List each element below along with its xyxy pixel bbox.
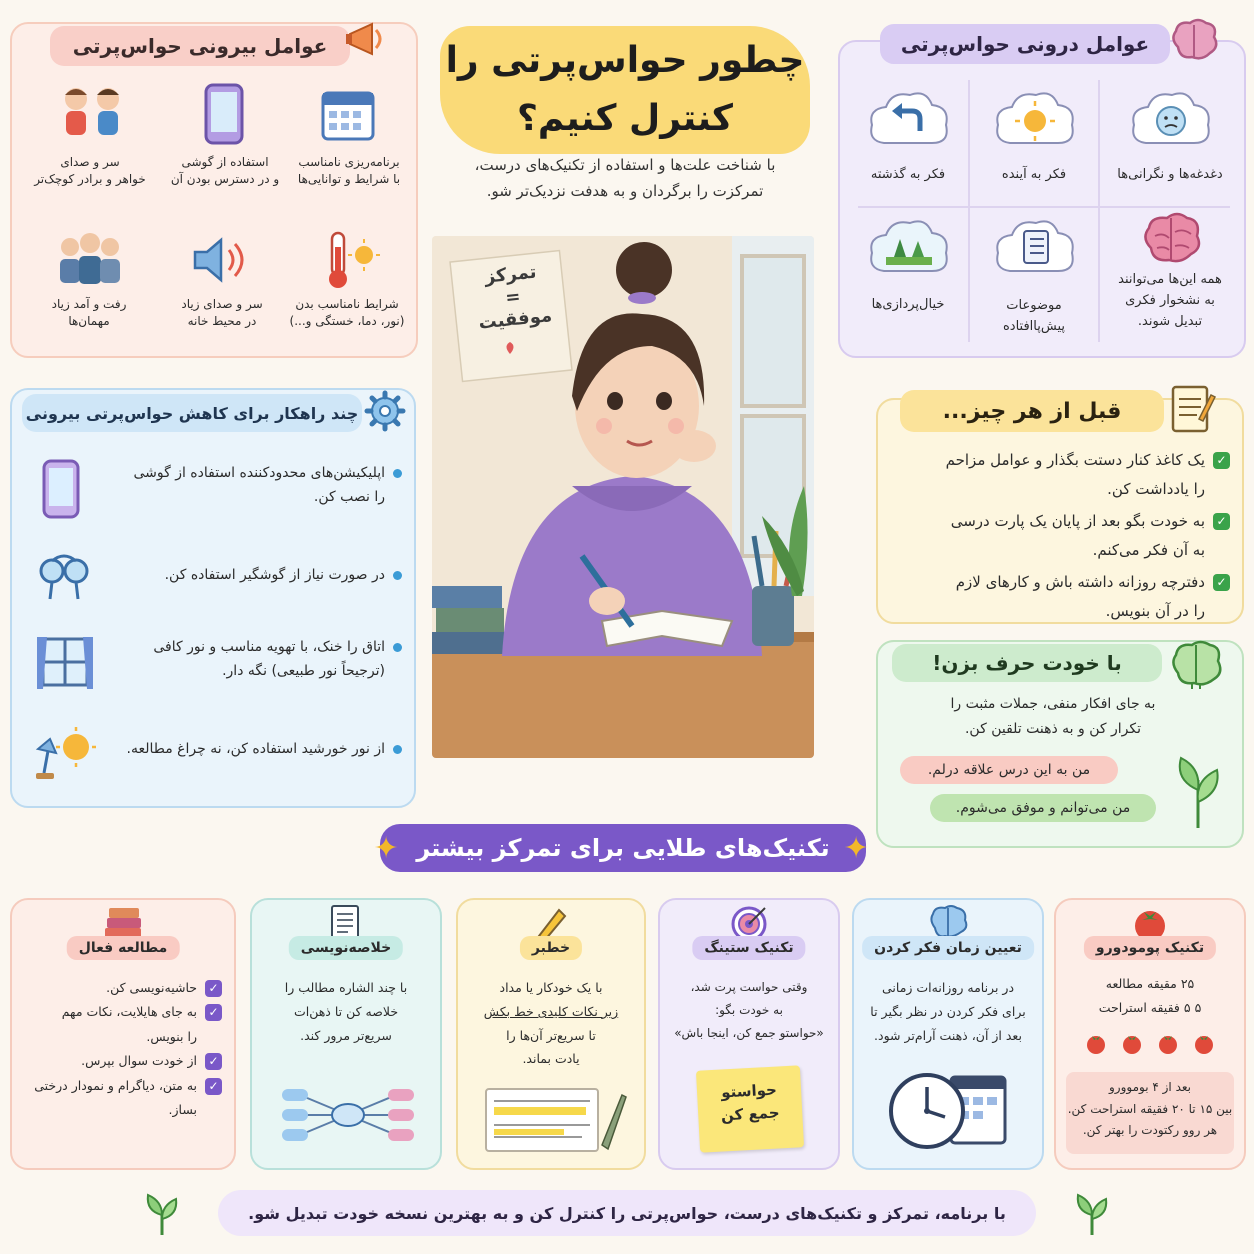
guests-icon [50,228,130,290]
external-item-guests-l2: مهمان‌ها [68,314,110,329]
notepad-icon [1164,380,1220,436]
page-title-line1: چطور حواس‌پرتی را [445,40,805,81]
clock-calendar-icon [884,1064,1014,1158]
external-item-phone [160,154,290,189]
external-item-planning-l2: با شرایط و توانایی‌ها [297,172,401,187]
external-solution-app [96,462,402,510]
external-factors-title-text: عوامل بیرونی حواس‌پرتی [72,34,328,58]
wall-note-equals: = [504,285,522,309]
external-item-phone-l1: استفاده از گوشی [181,155,269,169]
checklist-cloud-icon [990,212,1080,288]
external-item-body-l2: (نور، دما، خستگی و...) [289,314,405,329]
golden-title-text: تکنیک‌های طلایی برای تمرکز بیشتر [416,834,830,862]
external-item-body-l1: شرایط نامناسب بدن [295,297,399,311]
bullet-icon [393,469,402,478]
external-solutions-title [22,394,362,432]
technique-label-pomodoro: تکنیک پومودورو [1084,936,1216,960]
window-icon [32,632,98,694]
internal-item-trivial [970,296,1098,338]
technique-body-pomodoro: ۲۵ مقیقه مطالعه ۵ ۵ فقیقه استراحت [1098,976,1202,1015]
footer-banner [218,1190,1036,1236]
self-talk-line2: تکرار کن و به ذهنت تلقین کن. [964,720,1142,737]
external-solution-room-l2: (ترجیحاً نور طبیعی) نگه دار. [222,662,385,679]
external-factors-title [50,26,350,66]
self-talk-bubble-2: من می‌توانم و موفق می‌شوم. [930,794,1156,822]
self-talk-bubble-1: من به این درس علاقه درلم. [900,756,1118,784]
intro-line2: تمرکزت را برگردان و به هدفت نزدیک‌تر شو. [486,182,764,201]
technique-card-thinking-time [852,898,1044,1170]
before-all-title-text: قبل از هر چیز... [942,398,1122,424]
before-all-title [900,390,1164,432]
external-item-guests [24,296,154,331]
lamp-sun-icon [30,724,100,786]
internal-item-future [970,166,1098,185]
internal-item-daydream [848,296,968,315]
siblings-icon [52,82,132,146]
gear-icon [362,388,408,434]
intro-line1: با شناخت علت‌ها و استفاده از تکنیک‌های درست، [474,156,776,174]
external-solution-earplug [110,564,402,588]
sticky-note: حواستو جمع کن [696,1065,804,1152]
before-all-item-1: ✓یک کاغذ کنار دستت بگذار و عوامل مزاحم را یادداشت کن. [892,446,1230,503]
external-item-siblings [20,154,160,189]
internal-item-future-l1: فکر به آینده [1001,167,1067,182]
page-title-line2: کنترل کنیم؟ [517,97,733,139]
thermometer-sun-icon [318,228,384,292]
internal-item-rumination-l3: تبدیل شوند. [1137,313,1203,329]
wall-note-line1: تمرکز [483,261,538,288]
tomato-icon [1192,1032,1216,1054]
technique-card-summary [250,898,442,1170]
check-icon: ✓ [205,980,222,997]
page-title [440,32,810,147]
megaphone-icon [342,14,392,64]
tomato-row [1056,1032,1244,1054]
internal-item-trivial-l2: پیش‌پاافتاده [1002,318,1065,334]
technique-body-underline: با یک خودکار یا مداد زیر نکات کلیدی خط بکش تا سریع‌تر آن‌ها را یادت بماند. [483,980,619,1067]
internal-item-past-l1: فکر به گذشته [870,167,946,182]
check-icon: ✓ [205,1078,222,1095]
external-item-planning [290,154,408,189]
wall-note [457,259,569,337]
mind-map-icon [278,1080,418,1150]
before-all-list [892,446,1230,625]
self-talk-line1: به جای افکار منفی، جملات مثبت را [950,696,1156,712]
landscape-cloud-icon [864,212,954,288]
study-illustration [432,236,814,758]
phone-icon [194,82,254,146]
sparkle-icon: ✦ [373,830,399,866]
worry-face-cloud-icon [1126,84,1216,158]
internal-item-trivial-l1: موضوعات [1006,298,1062,313]
phone-lock-icon [38,458,84,520]
brain-icon [1166,14,1222,66]
internal-factors-title-text: عوامل درونی حواس‌پرتی [900,32,1150,56]
calendar-icon [318,84,378,144]
technique-card-active-reading [10,898,236,1170]
external-item-noise-l1: سر و صدای زیاد [181,297,263,311]
internal-item-daydream-l1: خیال‌پردازی‌ها [871,297,945,312]
self-talk-text [940,692,1166,741]
external-solution-app-l2: را نصب کن. [313,488,385,505]
technique-card-setting [658,898,840,1170]
external-item-noise-l2: در محیط خانه [187,314,257,329]
external-item-phone-l2: و در دسترس بودن آن [170,172,280,187]
technique-label-setting: تکنیک ستینگ [692,936,805,960]
internal-factors-title [880,24,1170,64]
before-all-item-2: ✓به خودت بگو بعد از پایان یک پارت درسی به آن فکر می‌کنم. [892,507,1230,564]
check-icon: ✓ [205,1004,222,1021]
technique-body-thinking-time: در برنامه روزانه‌ات زمانی برای فکر کردن در نظر بگیر تا بعد از آن، ذهنت آرام‌تر شود. [870,980,1026,1043]
external-solution-sunlight [100,738,402,762]
internal-item-worries-l1: دغدغه‌ها و نگرانی‌ها [1117,167,1223,182]
back-arrow-cloud-icon [864,84,954,158]
external-item-siblings-l2: خواهر و برادر کوچک‌تر [34,172,146,187]
technique-body-active-reading: ✓حاشیه‌نویسی کن. ✓به جای هایلایت، نکات مهم را بنویس. ✓از خودت سوال بپرس. ✓به متن، دیاگرام و نمودار درختی بساز. [24,976,222,1122]
technique-label-underline: خطبر [520,936,582,960]
external-item-guests-l1: رفت و آمد زیاد [51,297,127,311]
external-item-siblings-l1: سر و صدای [60,155,120,169]
before-all-item-3: ✓دفترچه روزانه داشته باش و کارهای لازم را در آن بنویس. [892,568,1230,625]
external-solution-room-l1: اتاق را خنک، با تهویه مناسب و نور کافی [100,636,402,660]
check-icon: ✓ [1213,574,1230,591]
technique-label-active-reading: مطالعه فعال [67,936,180,960]
technique-label-summary: خلاصه‌نویسی [289,936,403,960]
external-solution-app-l1: اپلیکیشن‌های محدودکننده استفاده از گوشی [96,462,402,486]
sprout-icon [140,1188,184,1238]
internal-item-past [848,166,968,185]
speaker-icon [188,230,254,290]
brain-color-icon [1136,208,1206,268]
golden-title [380,824,866,872]
tomato-icon [1156,1032,1180,1054]
internal-item-rumination-l1: همه این‌ها می‌توانند [1118,272,1222,287]
brain-green-icon [1166,636,1226,692]
bullet-icon [393,571,402,580]
self-talk-title-text: با خودت حرف بزن! [932,651,1122,675]
check-icon: ✓ [1213,513,1230,530]
check-icon: ✓ [1213,452,1230,469]
external-item-planning-l1: برنامه‌ریزی نامناسب [298,155,400,169]
self-talk-title [892,644,1162,682]
footer-text: با برنامه، تمرکز و تکنیک‌های درست، حواس‌پرتی را کنترل کن و به بهترین نسخه خودت تبدیل شو. [248,1203,1006,1223]
internal-item-worries [1100,166,1240,185]
technique-body-setting: وقتی حواست پرت شد، به خودت بگو: «حواستو جمع کن، اینجا باش» [674,980,824,1040]
external-solution-sunlight-l1: از نور خورشید استفاده کن، نه چراغ مطالعه. [100,738,402,762]
check-icon: ✓ [205,1053,222,1070]
leaf-icon [1170,748,1226,832]
sparkle-icon: ✦ [843,830,869,866]
bullet-icon [393,643,402,652]
sprout-icon [1070,1188,1114,1238]
external-item-body [284,296,410,331]
tomato-icon [1084,1032,1108,1054]
external-solutions-title-text: چند راهکار برای کاهش حواس‌پرتی بیرونی [25,403,359,423]
technique-label-thinking-time: تعیین زمان فکر کردن [862,936,1034,960]
tomato-icon [1120,1032,1144,1054]
external-solution-earplug-l1: در صورت نیاز از گوشگیر استفاده کن. [110,564,402,588]
intro-text [430,152,820,205]
internal-item-rumination-l2: به نشخوار فکری [1125,292,1215,308]
wall-note-line2: موفقیت [477,305,553,334]
internal-item-rumination [1100,270,1240,332]
technique-card-pomodoro [1054,898,1246,1170]
external-item-noise [160,296,284,331]
highlighted-page-icon [482,1084,628,1156]
pomodoro-box: بعد از ۴ بوموورو بین ۱۵ تا ۲۰ فقیقه استراحت کن. هر روو رکتودت را بهتر کن. [1066,1072,1234,1154]
technique-card-underline [456,898,646,1170]
sun-cloud-icon [990,84,1080,158]
external-solution-room [100,636,402,684]
bullet-icon [393,745,402,754]
technique-body-summary: با چند الشاره مطالب را خلاصه کن تا ذهن‌ات سریع‌تر مرور کند. [284,980,408,1043]
earplugs-icon [34,548,94,606]
